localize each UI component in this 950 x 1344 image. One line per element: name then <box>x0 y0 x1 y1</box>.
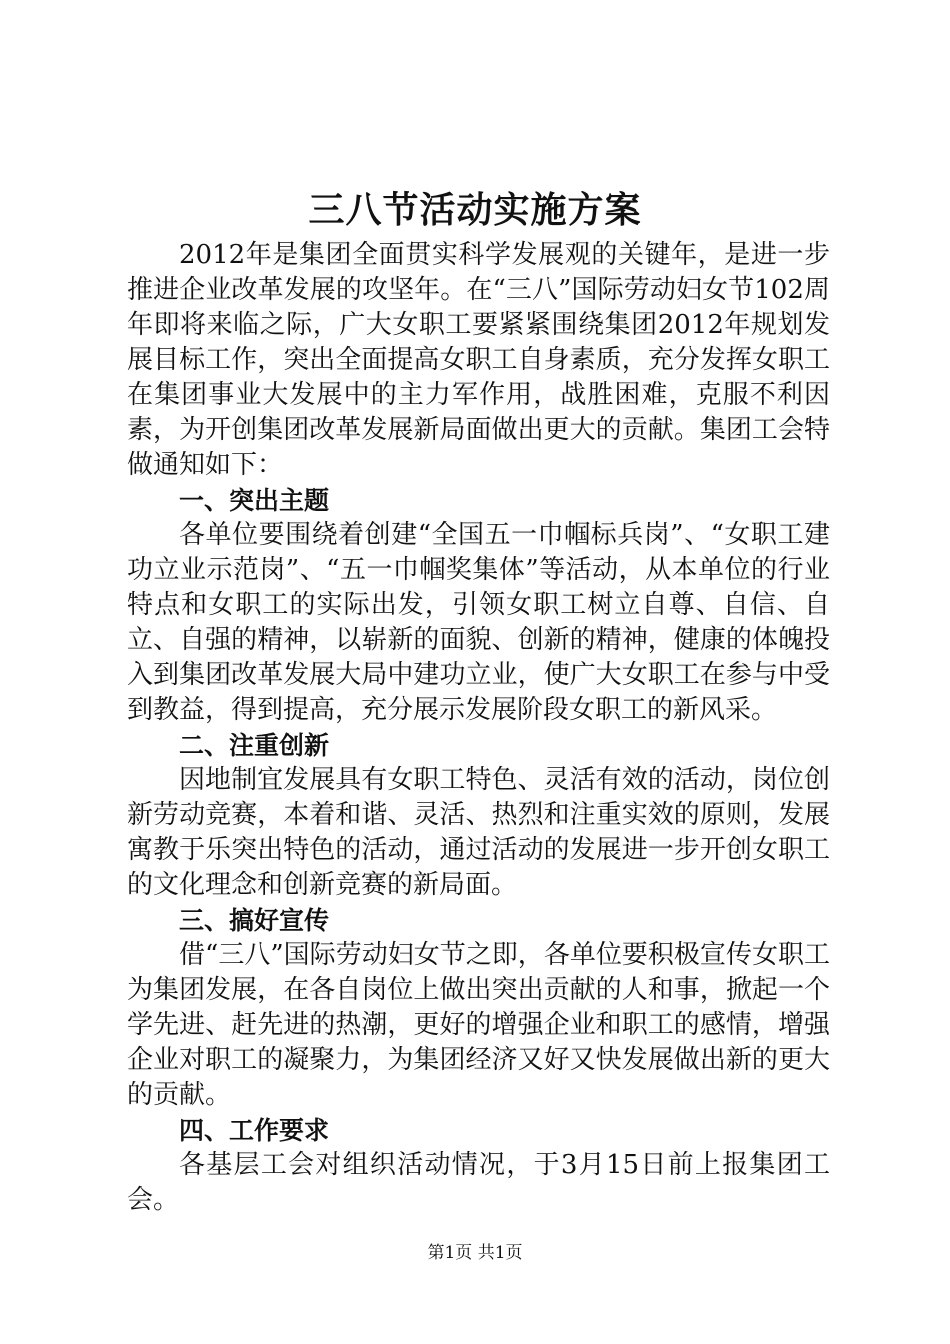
page-footer: 第1页 共1页 <box>427 1243 523 1263</box>
section-heading-4: 四、工作要求 <box>179 1116 330 1145</box>
document-title: 三八节活动实施方案 <box>308 189 642 231</box>
section-body-3: 借“三八”国际劳动妇女节之即，各单位要积极宣传女职工为集团发展，在各自岗位上做出突出贡献的人和事，掀起一个学先进、赶先进的热潮，更好的增强企业和职工的感情，增强企业对职工的凝聚力，为集团经济又好又快发展做出新的更大的贡献。 <box>127 940 830 1110</box>
document-body <box>127 238 830 1218</box>
section-heading-2: 二、注重创新 <box>179 731 330 760</box>
section-heading-1: 一、突出主题 <box>179 486 330 515</box>
section-heading-3: 三、搞好宣传 <box>179 906 330 935</box>
section-body-4: 各基层工会对组织活动情况，于3月15日前上报集团工会。 <box>127 1150 830 1215</box>
section-body-2: 因地制宜发展具有女职工特色、灵活有效的活动，岗位创新劳动竞赛，本着和谐、灵活、热烈和注重实效的原则，发展寓教于乐突出特色的活动，通过活动的发展进一步开创女职工的文化理念和创新竞赛的新局面。 <box>127 765 830 900</box>
intro-paragraph: 2012年是集团全面贯实科学发展观的关键年，是进一步推进企业改革发展的攻坚年。在“三八”国际劳动妇女节102周年即将来临之际，广大女职工要紧紧围绕集团2012年规划发展目标工作，突出全面提高女职工自身素质，充分发挥女职工在集团事业大发展中的主力军作用，战胜困难，克服不利因素，为开创集团改革发展新局面做出更大的贡献。集团工会特做通知如下： <box>127 240 830 480</box>
section-body-1: 各单位要围绕着创建“全国五一巾帼标兵岗”、“女职工建功立业示范岗”、“五一巾帼奖集体”等活动，从本单位的行业特点和女职工的实际出发，引领女职工树立自尊、自信、自立、自强的精神，以崭新的面貌、创新的精神，健康的体魄投入到集团改革发展大局中建功立业，使广大女职工在参与中受到教益，得到提高，充分展示发展阶段女职工的新风采。 <box>127 520 830 725</box>
